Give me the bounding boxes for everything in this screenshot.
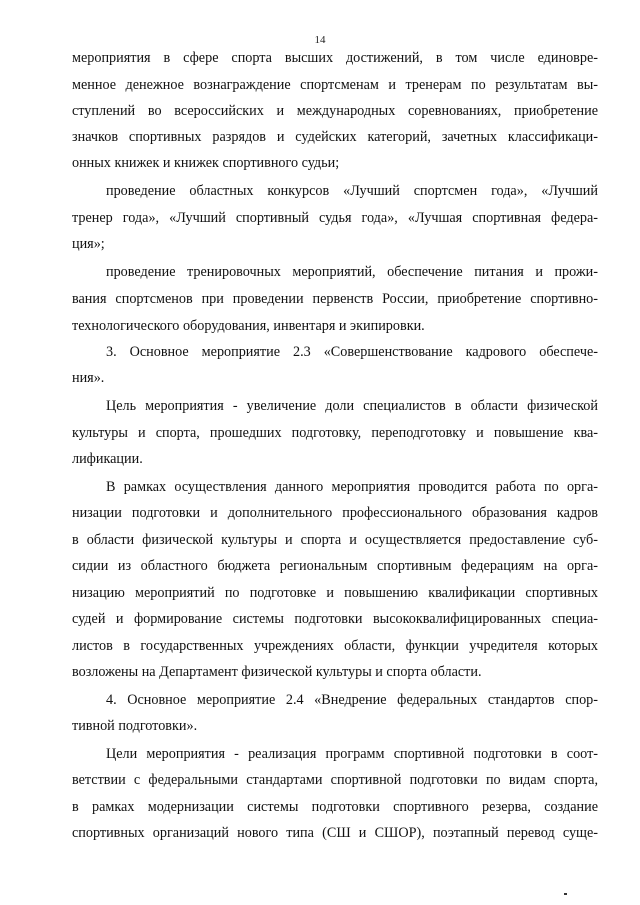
text-line: Цели мероприятия - реализация программ спортивной подготовки в соот-	[106, 746, 598, 762]
text-line: ступлений во всероссийских и международных соревнованиях, приобретение	[72, 103, 598, 119]
text-line: в области физической культуры и спорта и осуществляется предоставление суб-	[72, 532, 598, 548]
text-line: проведение областных конкурсов «Лучший спортсмен года», «Лучший	[106, 183, 598, 199]
page-number: 14	[314, 34, 326, 46]
scan-mark	[564, 893, 567, 895]
text-line: мероприятия в сфере спорта высших достижений, в том числе единовре-	[72, 50, 598, 66]
text-line: В рамках осуществления данного мероприятия проводится работа по орга-	[106, 479, 598, 495]
text-line: спортивных организаций нового типа (СШ и СШОР), поэтапный перевод суще-	[72, 825, 598, 841]
text-line: листов в государственных учреждениях области, функции учредителя которых	[72, 638, 598, 654]
text-line: низацию мероприятий по подготовке и повышению квалификации спортивных	[72, 585, 598, 601]
text-line: судей и формирование системы подготовки высококвалифицированных специа-	[72, 611, 598, 627]
text-line: низации подготовки и дополнительного профессионального образования кадров	[72, 505, 598, 521]
text-line: ветствии с федеральными стандартами спортивной подготовки по видам спорта,	[72, 772, 598, 788]
text-line: лификации.	[72, 451, 143, 467]
heading-line: 3. Основное мероприятие 2.3 «Совершенствование кадрового обеспече-	[106, 344, 598, 360]
text-line: сидии из областного бюджета региональным спортивным федерациям на орга-	[72, 558, 598, 574]
text-line: в рамках модернизации системы подготовки спортивного резерва, создание	[72, 799, 598, 815]
text-line: ция»;	[72, 236, 105, 252]
text-line: Цель мероприятия - увеличение доли специалистов в области физической	[106, 398, 598, 414]
text-line: онных книжек и книжек спортивного судьи;	[72, 155, 340, 171]
text-line: проведение тренировочных мероприятий, обеспечение питания и прожи-	[106, 264, 598, 280]
heading-line: 4. Основное мероприятие 2.4 «Внедрение федеральных стандартов спор-	[106, 692, 598, 708]
heading-line: тивной подготовки».	[72, 718, 198, 734]
text-line: культуры и спорта, прошедших подготовку, переподготовку и повышение ква-	[72, 425, 598, 441]
heading-line: ния».	[72, 370, 105, 386]
text-line: тренер года», «Лучший спортивный судья года», «Лучшая спортивная федера-	[72, 210, 598, 226]
text-line: вания спортсменов при проведении первенств России, приобретение спортивно-	[72, 291, 598, 307]
text-line: технологического оборудования, инвентаря и экипировки.	[72, 318, 425, 334]
text-line: возложены на Департамент физической культуры и спорта области.	[72, 664, 482, 680]
text-line: значков спортивных разрядов и судейских категорий, зачетных классификаци-	[72, 129, 598, 145]
text-line: менное денежное вознаграждение спортсменам и тренерам по результатам вы-	[72, 77, 598, 93]
